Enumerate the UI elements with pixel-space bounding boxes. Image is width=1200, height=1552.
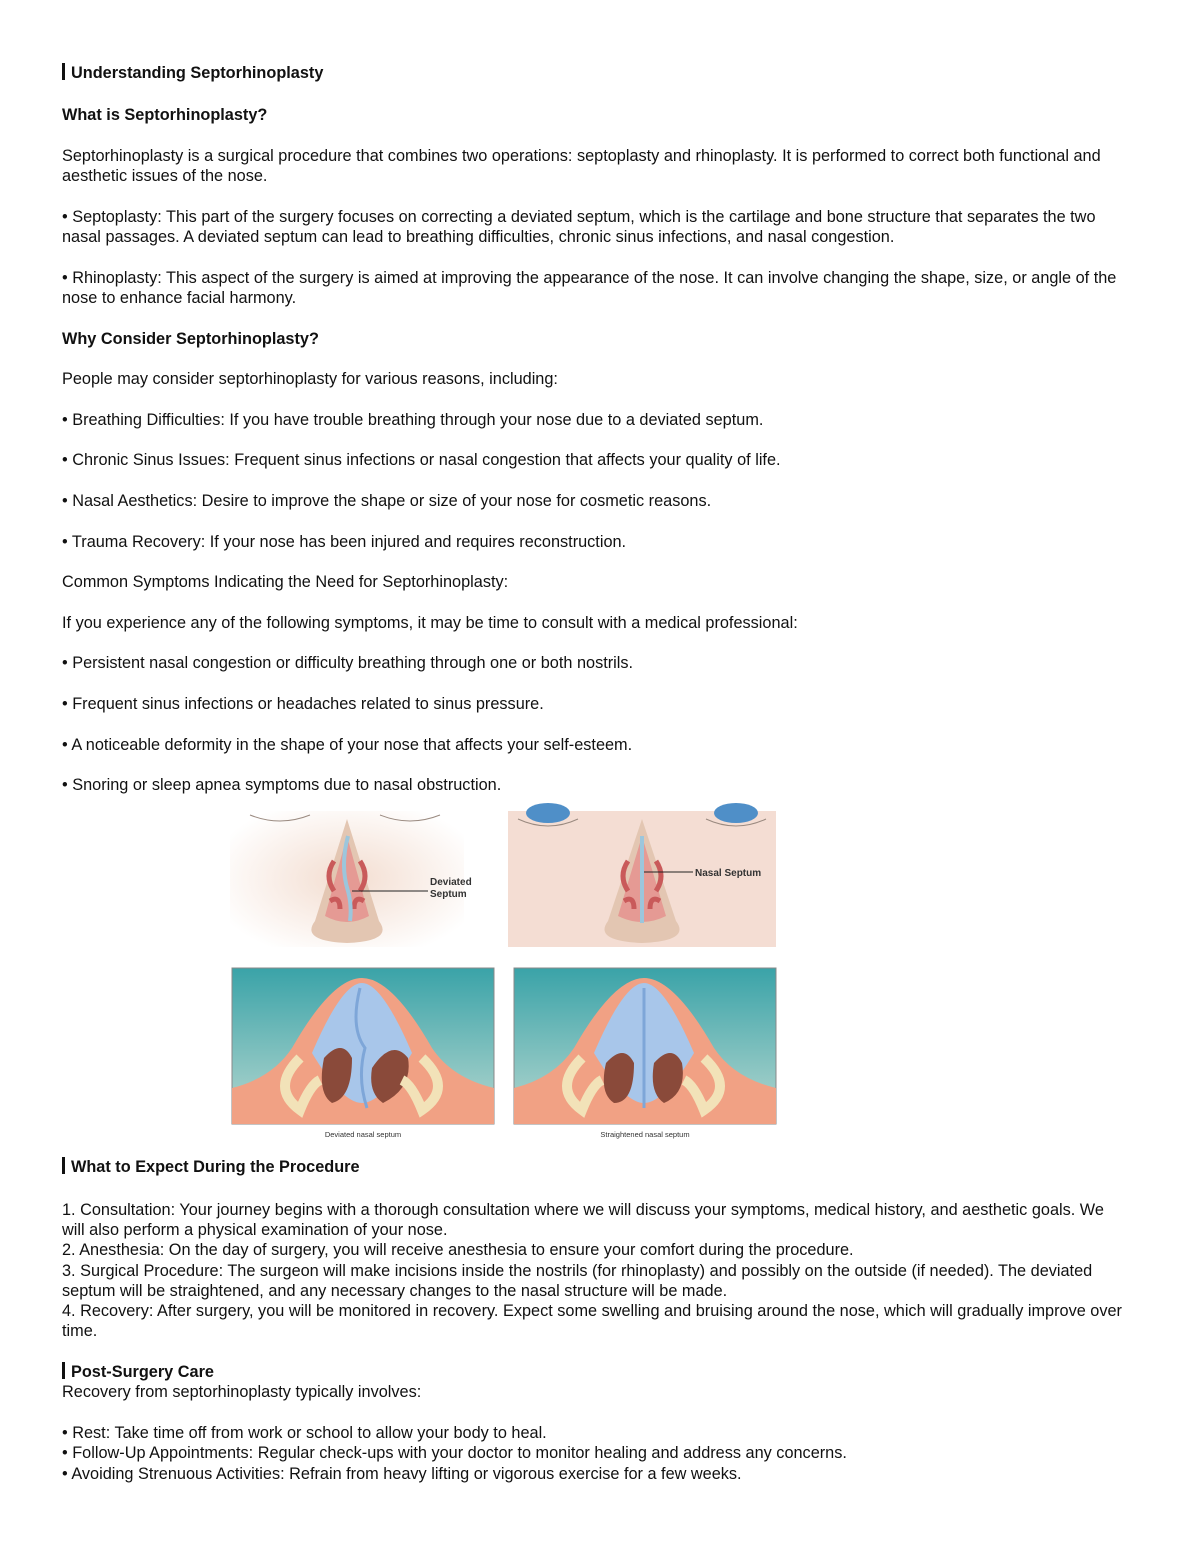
step: 1. Consultation: Your journey begins with a thorough consultation where we will discuss your symptoms, medical history, and aesthetic goals. We will also perform a physical examination of your nose. xyxy=(62,1200,1104,1239)
bullet: • Nasal Aesthetics: Desire to improve the shape or size of your nose for cosmetic reasons. xyxy=(62,491,712,510)
heading-bar xyxy=(62,1362,65,1379)
section-heading xyxy=(62,1362,1130,1382)
bullet: • Breathing Difficulties: If you have trouble breathing through your nose due to a deviated septum. xyxy=(62,410,764,429)
deviated-septum-front-image xyxy=(230,811,472,947)
bullet: • Snoring or sleep apnea symptoms due to nasal obstruction. xyxy=(62,776,502,795)
paragraph: Recovery from septorhinoplasty typically involves: xyxy=(62,1383,422,1402)
bullet: • Chronic Sinus Issues: Frequent sinus infections or nasal congestion that affects your quality of life. xyxy=(62,451,781,470)
bullet: • Frequent sinus infections or headaches related to sinus pressure. xyxy=(62,694,544,713)
paragraph: If you experience any of the following symptoms, it may be time to consult with a medical professional: xyxy=(62,613,798,632)
deviated-septum-bottom-image xyxy=(232,968,494,1124)
heading-bar xyxy=(62,63,65,80)
section-heading xyxy=(62,1157,1130,1177)
bullet: • Persistent nasal congestion or difficulty breathing through one or both nostrils. xyxy=(62,654,634,673)
heading-bar xyxy=(62,1157,65,1174)
bullet: • Follow-Up Appointments: Regular check-ups with your doctor to monitor healing and address any concerns. xyxy=(62,1444,847,1463)
step: 4. Recovery: After surgery, you will be monitored in recovery. Expect some swelling and bruising around the nose, which will gradually improve over time. xyxy=(62,1302,1122,1341)
svg-text:Septum: Septum xyxy=(430,889,467,901)
heading-text: What to Expect During the Procedure xyxy=(71,1158,360,1177)
heading-text: Understanding Septorhinoplasty xyxy=(71,64,324,82)
bullet: • Septoplasty: This part of the surgery focuses on correcting a deviated septum, which is the cartilage and bone structure that separates the two nasal passages. A deviated septum can lead to breathing difficulties, chronic sinus infections, and nasal congestion. xyxy=(62,207,1096,247)
subheading: What is Septorhinoplasty? xyxy=(62,106,268,125)
bullet: • Rest: Take time off from work or school to allow your body to heal. xyxy=(62,1423,547,1442)
step: 3. Surgical Procedure: The surgeon will make incisions inside the nostrils (for rhinoplasty) and possibly on the outside (if needed). The deviated septum will be straightened, and any necessary changes to the nasal structure will be made. xyxy=(62,1261,1093,1300)
paragraph: Common Symptoms Indicating the Need for Septorhinoplasty: xyxy=(62,573,509,592)
subheading: Why Consider Septorhinoplasty? xyxy=(62,329,319,348)
straightened-septum-bottom-image xyxy=(514,968,776,1124)
document xyxy=(62,63,1130,1484)
section-heading xyxy=(62,63,1130,83)
paragraph: People may consider septorhinoplasty for various reasons, including: xyxy=(62,370,558,389)
bullet: • Avoiding Strenuous Activities: Refrain from heavy lifting or vigorous exercise for a few weeks. xyxy=(62,1464,742,1483)
bullet: • Rhinoplasty: This aspect of the surgery is aimed at improving the appearance of the nose. It can involve changing the shape, size, or angle of the nose to enhance facial harmony. xyxy=(62,268,1117,307)
step: 2. Anesthesia: On the day of surgery, you will receive anesthesia to ensure your comfort during the procedure. xyxy=(62,1241,854,1260)
paragraph: Septorhinoplasty is a surgical procedure that combines two operations: septoplasty and rhinoplasty. It is performed to correct both functional and aesthetic issues of the nose. xyxy=(62,146,1101,186)
bullet: • Trauma Recovery: If your nose has been injured and requires reconstruction. xyxy=(62,532,627,551)
heading-text: Post-Surgery Care xyxy=(71,1363,214,1382)
bullet: • A noticeable deformity in the shape of your nose that affects your self-esteem. xyxy=(62,735,633,754)
normal-septum-front-image xyxy=(508,811,776,947)
caption-left: Deviated nasal septum xyxy=(324,1130,402,1140)
caption-right: Straightened nasal septum xyxy=(600,1130,690,1140)
svg-text:Nasal Septum: Nasal Septum xyxy=(695,868,762,880)
svg-text:Deviated: Deviated xyxy=(430,877,472,889)
septum-illustration xyxy=(62,811,1130,1143)
